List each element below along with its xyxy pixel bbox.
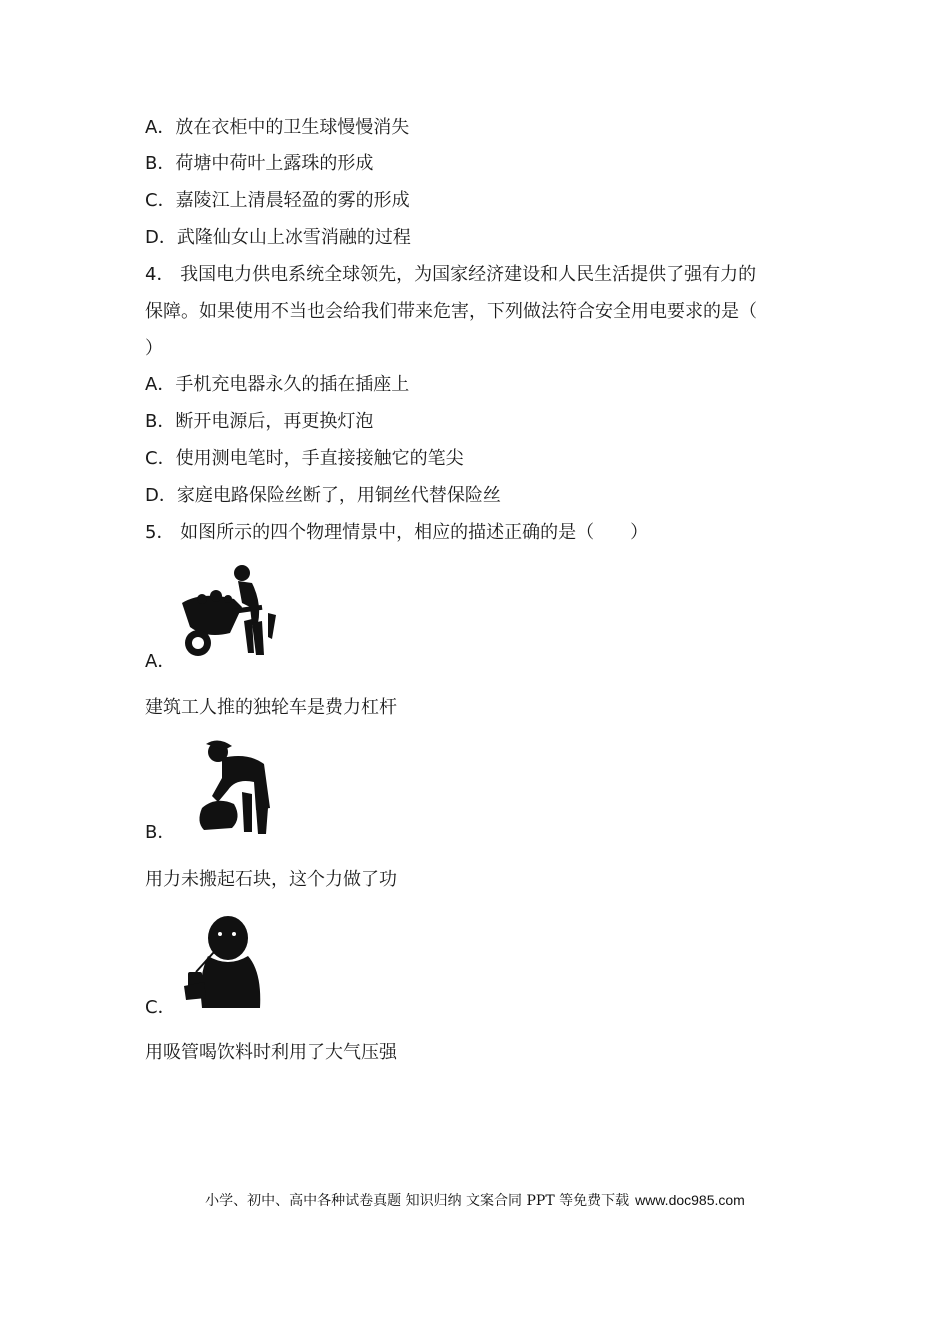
q4-stem-line-1: 4． 我国电力供电系统全球领先，为国家经济建设和人民生活提供了强有力的	[145, 264, 757, 285]
footer-url[interactable]: www.doc985.com	[635, 1192, 745, 1208]
q5-option-c-label: C．	[145, 997, 176, 1018]
q4-option-a: A．手机充电器永久的插在插座上	[145, 374, 410, 395]
q4-option-d: D．家庭电路保险丝断了，用铜丝代替保险丝	[145, 485, 501, 506]
q4-option-b: B．断开电源后，再更换灯泡	[145, 411, 374, 432]
person-lifting-stone-figure	[172, 738, 282, 836]
q4-stem-line-2: 保障。如果使用不当也会给我们带来危害，下列做法符合安全用电要求的是（	[145, 301, 757, 322]
child-drinking-straw-figure	[172, 912, 282, 1010]
q4-stem-line-3: ）	[145, 338, 163, 359]
q3-option-d: D．武隆仙女山上冰雪消融的过程	[145, 227, 411, 248]
q5-option-a-text: 建筑工人推的独轮车是费力杠杆	[145, 697, 397, 718]
q3-option-c: C．嘉陵江上清晨轻盈的雾的形成	[145, 190, 410, 211]
page-footer	[0, 1190, 950, 1211]
q5-option-b-label: B．	[145, 822, 176, 843]
q5-option-b-text: 用力未搬起石块，这个力做了功	[145, 869, 397, 890]
q3-option-b: B．荷塘中荷叶上露珠的形成	[145, 153, 374, 174]
q5-option-c-text: 用吸管喝饮料时利用了大气压强	[145, 1042, 397, 1063]
q4-option-c: C．使用测电笔时，手直接接触它的笔尖	[145, 448, 464, 469]
q5-stem: 5． 如图所示的四个物理情景中，相应的描述正确的是（ ）	[145, 522, 649, 543]
q5-option-a-label: A．	[145, 651, 176, 672]
footer-text: 小学、初中、高中各种试卷真题 知识归纳 文案合同 PPT 等免费下载	[205, 1193, 630, 1209]
q3-option-a: A．放在衣柜中的卫生球慢慢消失	[145, 117, 410, 138]
wheelbarrow-worker-figure	[172, 563, 282, 661]
